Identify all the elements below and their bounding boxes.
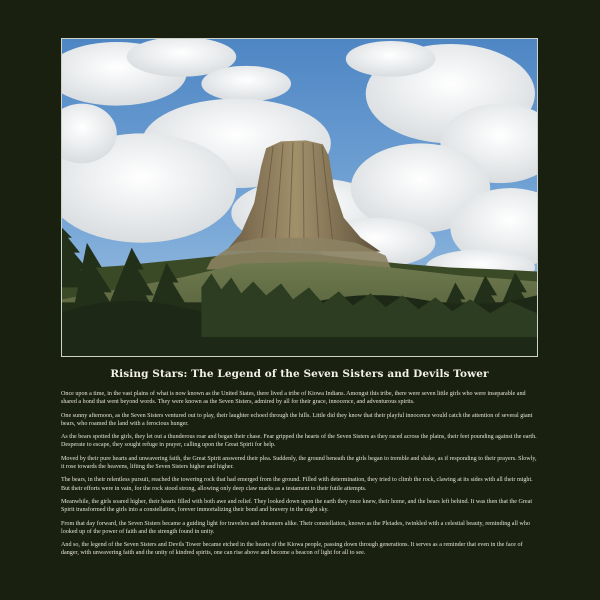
story-body: [61, 390, 539, 563]
story-paragraph-4: Moved by their pure hearts and unwavering faith, the Great Spirit answered their plea. Suddenly, the ground beneath the girls began to tremble and shake, as if responding to their prayers. Slowly, it rose towards the heavens, lifting the Seven Sisters higher and higher.: [61, 455, 537, 470]
story-paragraph-8: And so, the legend of the Seven Sisters and Devils Tower became etched in the hearts of the Kiowa people, passing down through generations. It serves as a reminder that even in the face of danger, with unwavering faith and the unity of kindred spirits, one can rise above and become a beacon of light for all to see.: [61, 542, 523, 557]
story-paragraph-3: As the bears spotted the girls, they let out a thunderous roar and began their chase. Fear gripped the hearts of the Seven Sisters as they raced across the plains, their feet pounding against the earth. Desperate to escape, they sought refuge in prayer, calling upon the Great Spirit for help.: [61, 434, 537, 449]
landscape-illustration: [62, 39, 537, 356]
story-paragraph-5: The bears, in their relentless pursuit, reached the towering rock that had emerged from the ground. Filled with determination, they tried to climb the rock, clawing at its sides with all their might. But their efforts were in vain, for the rock stood strong, allowing only deep claw marks as a testament to their futile attempts.: [61, 477, 533, 492]
story-paragraph-6: Meanwhile, the girls soared higher, their hearts filled with both awe and relief. They looked down upon the earth they once knew, their home, and the bears left behind. It was then that the Great Spirit transformed the girls into a constellation, forever immortalizing their bond and bravery in the night sky.: [61, 498, 533, 514]
devils-tower-photo: [61, 38, 538, 357]
story-paragraph-1: Once upon a time, in the vast plains of what is now known as the United States, there lived a tribe of Kiowa Indians. Amongst this tribe, there were seven little girls who were inseparable and shared a bond that went beyond words. They were known as the Seven Sisters, admired by all for their grace, innocence, and adventurous spirits.: [61, 391, 526, 406]
story-paragraph-7: From that day forward, the Seven Sisters became a guiding light for travelers and dreamers alike. Their constellation, known as the Pleiades, twinkled with a celestial beauty, reminding all who looked up of the power of faith and the strength found in unity.: [61, 520, 530, 535]
story-title: Rising Stars: The Legend of the Seven Sisters and Devils Tower: [110, 368, 489, 380]
story-paragraph-2: One sunny afternoon, as the Seven Sisters ventured out to play, their laughter echoed through the hills. Little did they know that their playful innocence would catch the attention of several giant bears, who roamed the land with a ferocious hunger.: [61, 412, 533, 427]
